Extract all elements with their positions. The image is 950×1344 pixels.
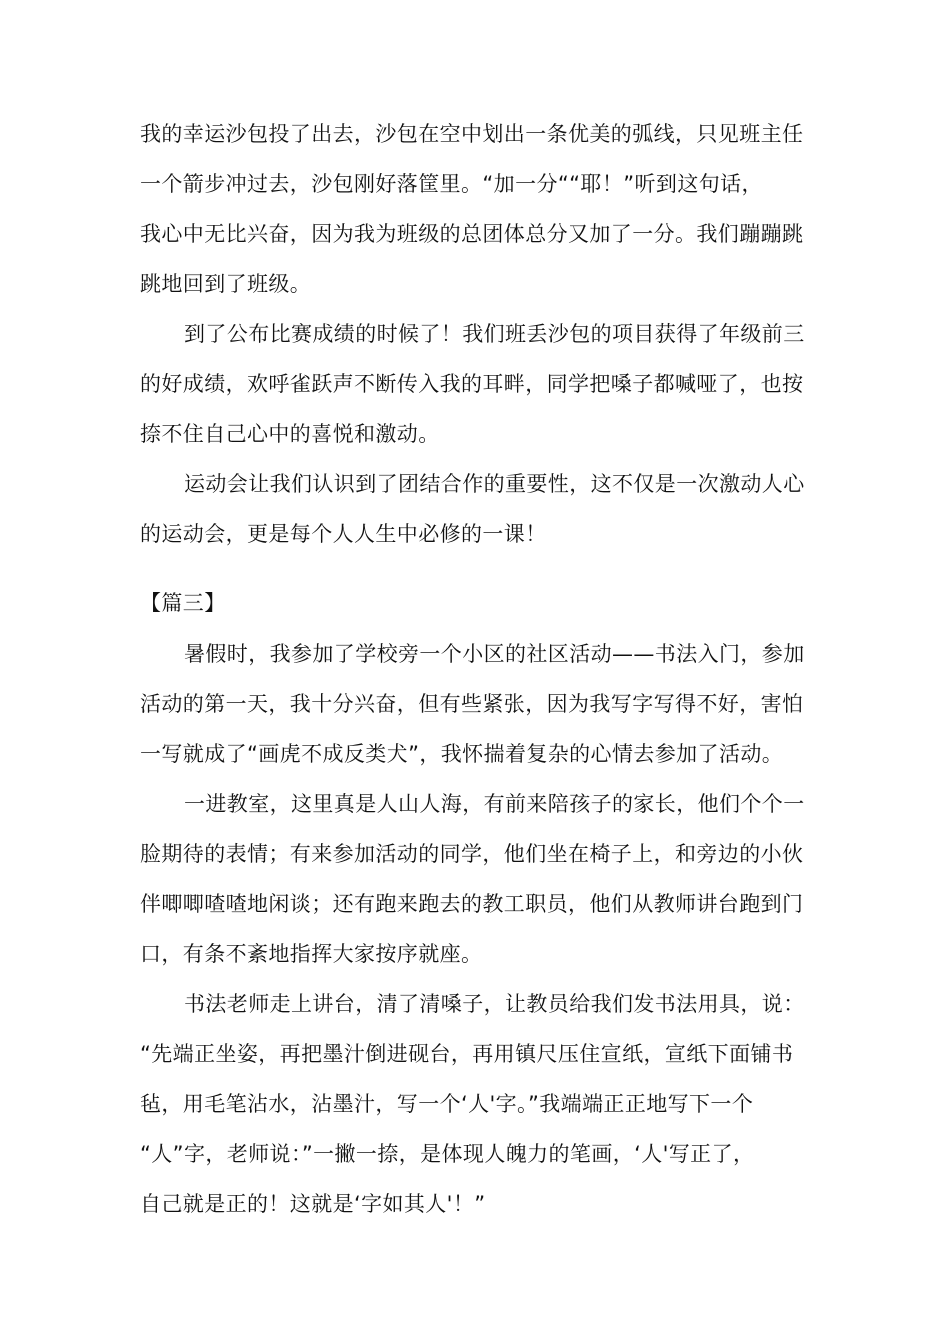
text-line: 运动会让我们认识到了团结合作的重要性，这不仅是一次激动人心: [184, 472, 805, 496]
text-line: 到了公布比赛成绩的时候了！我们班丢沙包的项目获得了年级前三: [184, 322, 805, 346]
text-line: 脸期待的表情；有来参加活动的同学，他们坐在椅子上，和旁边的小伙: [140, 842, 804, 866]
text-line: 跳地回到了班级。: [140, 272, 312, 296]
section-heading: 【篇三】: [140, 591, 226, 615]
text-line: 的运动会，更是每个人人生中必修的一课！: [140, 522, 547, 546]
text-line: 捺不住自己心中的喜悦和激动。: [140, 422, 440, 446]
text-line: 一进教室，这里真是人山人海，有前来陪孩子的家长，他们个个一: [184, 792, 805, 816]
text-line: 的好成绩，欢呼雀跃声不断传入我的耳畔，同学把嗓子都喊哑了，也按: [140, 372, 804, 396]
text-line: 一写就成了“画虎不成反类犬”，我怀揣着复杂的心情去参加了活动。: [140, 742, 784, 766]
text-line: 暑假时，我参加了学校旁一个小区的社区活动——书法入门，参加: [184, 642, 805, 666]
text-line: 我心中无比兴奋，因为我为班级的总团体总分又加了一分。我们蹦蹦跳: [140, 222, 804, 246]
text-line: 我的幸运沙包投了出去，沙包在空中划出一条优美的弧线，只见班主任: [140, 122, 804, 146]
text-line: “先端正坐姿，再把墨汁倒进砚台，再用镇尺压住宣纸，宣纸下面铺书: [140, 1042, 794, 1066]
text-line: 毡，用毛笔沾水，沾墨汁，写一个‘人'字。”我端端正正地写下一个: [140, 1092, 754, 1116]
text-line: 口，有条不紊地指挥大家按序就座。: [140, 942, 483, 966]
text-line: 活动的第一天，我十分兴奋，但有些紧张，因为我写字写得不好，害怕: [140, 692, 804, 716]
text-line: 自己就是正的！这就是‘字如其人'！”: [140, 1192, 486, 1216]
text-line: 一个箭步冲过去，沙包刚好落筐里。“加一分““耶！”听到这句话，: [140, 172, 763, 196]
text-line: 伴唧唧喳喳地闲谈；还有跑来跑去的教工职员，他们从教师讲台跑到门: [140, 892, 804, 916]
text-line: 书法老师走上讲台，清了清嗓子，让教员给我们发书法用具，说：: [184, 992, 805, 1016]
text-line: “人”字，老师说：”一撇一捺，是体现人魄力的笔画，‘人'写正了，: [140, 1142, 755, 1166]
